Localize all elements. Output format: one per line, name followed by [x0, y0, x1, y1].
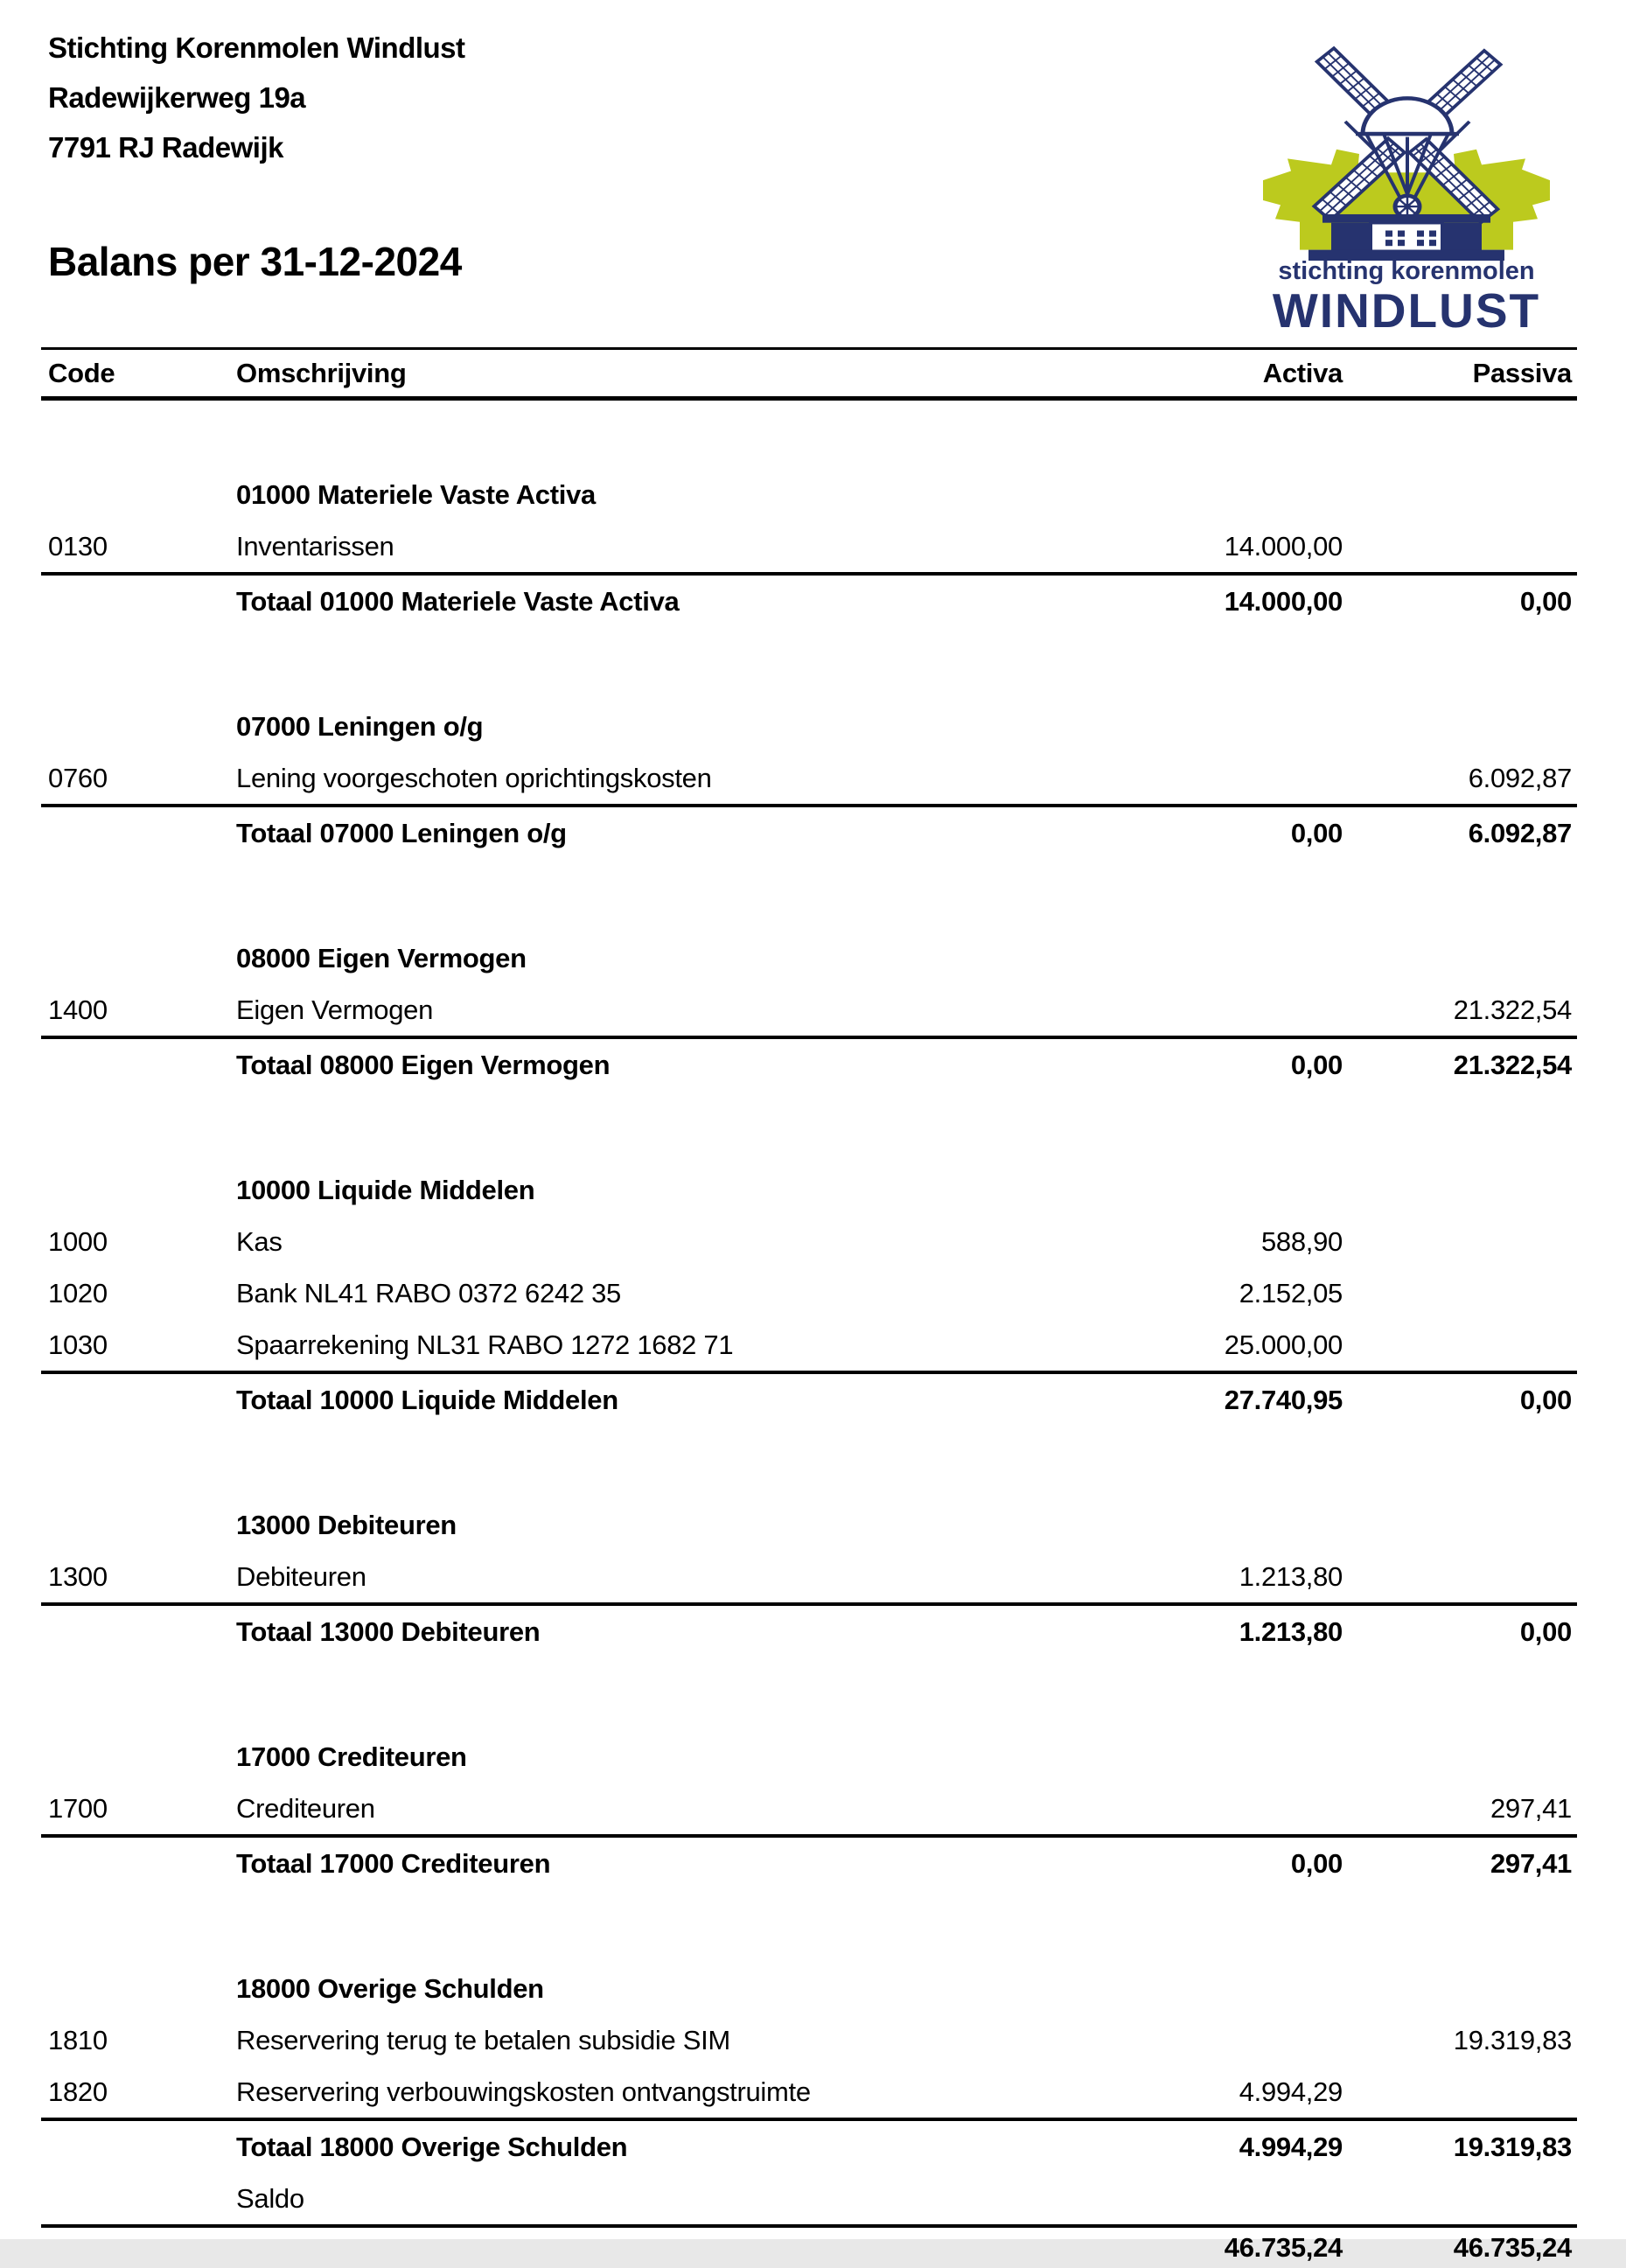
- table-row: [41, 2066, 1577, 2118]
- cell-passiva: 21.322,54: [1453, 994, 1572, 1025]
- table-row: [41, 2014, 1577, 2066]
- section-title: 17000 Crediteuren: [236, 1741, 467, 1772]
- grand-total-row: [41, 2224, 1577, 2268]
- section-title: 01000 Materiele Vaste Activa: [236, 478, 596, 510]
- section-title: 13000 Debiteuren: [236, 1509, 457, 1540]
- cell-activa: 2.152,05: [1239, 1277, 1343, 1308]
- cell-activa: 14.000,00: [1224, 530, 1343, 562]
- total-label: Totaal 18000 Overige Schulden: [236, 2131, 628, 2162]
- section-title: 18000 Overige Schulden: [236, 1972, 544, 2004]
- total-activa: 14.000,00: [1224, 585, 1343, 617]
- total-passiva: 0,00: [1519, 1384, 1572, 1415]
- cell-code: 1000: [48, 1225, 108, 1257]
- total-activa: 0,00: [1290, 1847, 1343, 1879]
- grand-total-activa: 46.735,24: [1224, 2232, 1343, 2263]
- header-code: Code: [48, 357, 115, 388]
- table-row: [41, 984, 1577, 1036]
- cell-activa: 4.994,29: [1239, 2076, 1343, 2107]
- total-activa: 0,00: [1290, 817, 1343, 848]
- page-title: Balans per 31-12-2024: [48, 239, 462, 284]
- cell-passiva: 297,41: [1490, 1792, 1572, 1824]
- company-name: Stichting Korenmolen Windlust: [48, 31, 465, 64]
- cell-description: Kas: [236, 1225, 283, 1257]
- balance-table: [41, 347, 1577, 2268]
- section-leningen: [41, 701, 1577, 859]
- cell-passiva: 6.092,87: [1468, 762, 1572, 793]
- table-row: [41, 1216, 1577, 1267]
- section-overige-schulden: [41, 1963, 1577, 2224]
- company-address-block: [48, 23, 465, 172]
- table-row: [41, 1267, 1577, 1319]
- section-total-row: [41, 1834, 1577, 1889]
- cell-code: 1810: [48, 2024, 108, 2055]
- total-label: Totaal 07000 Leningen o/g: [236, 817, 567, 848]
- total-label: Totaal 01000 Materiele Vaste Activa: [236, 585, 680, 617]
- windlust-logo: [1258, 21, 1555, 338]
- cell-description: Eigen Vermogen: [236, 994, 434, 1025]
- total-label: Totaal 17000 Crediteuren: [236, 1847, 551, 1879]
- total-passiva: 0,00: [1519, 585, 1572, 617]
- total-passiva: 6.092,87: [1468, 817, 1572, 848]
- cell-passiva: 19.319,83: [1453, 2024, 1572, 2055]
- logo-name: WINDLUST: [1272, 283, 1541, 338]
- cell-code: 1300: [48, 1560, 108, 1592]
- table-row: [41, 520, 1577, 572]
- total-label: Totaal 13000 Debiteuren: [236, 1616, 541, 1647]
- total-passiva: 19.319,83: [1453, 2131, 1572, 2162]
- total-passiva: 21.322,54: [1453, 1049, 1572, 1080]
- section-header-row: [41, 469, 1577, 520]
- section-total-row: [41, 1602, 1577, 1657]
- section-liquide-middelen: [41, 1164, 1577, 1426]
- cell-description: Reservering verbouwingskosten ontvangstruimte: [236, 2076, 811, 2107]
- cell-code: 1820: [48, 2076, 108, 2107]
- logo-subtitle: stichting korenmolen: [1278, 257, 1535, 285]
- grand-total-passiva: 46.735,24: [1453, 2232, 1572, 2263]
- cell-description: Debiteuren: [236, 1560, 366, 1592]
- company-street: Radewijkerweg 19a: [48, 81, 306, 114]
- cell-description: Lening voorgeschoten oprichtingskosten: [236, 762, 712, 793]
- cell-activa: 588,90: [1260, 1225, 1343, 1257]
- section-total-row: [41, 572, 1577, 627]
- cell-code: 1700: [48, 1792, 108, 1824]
- cell-code: 1020: [48, 1277, 108, 1308]
- cell-activa: 1.213,80: [1239, 1560, 1343, 1592]
- section-materiele-vaste-activa: [41, 469, 1577, 627]
- header-activa: Activa: [1262, 357, 1343, 388]
- section-total-row: [41, 1036, 1577, 1091]
- saldo-row: [41, 2173, 1577, 2224]
- section-header-row: [41, 1499, 1577, 1551]
- total-activa: 0,00: [1290, 1049, 1343, 1080]
- table-row: [41, 1551, 1577, 1602]
- table-header-row: [41, 347, 1577, 401]
- section-header-row: [41, 1963, 1577, 2014]
- total-label: Totaal 08000 Eigen Vermogen: [236, 1049, 611, 1080]
- total-activa: 27.740,95: [1224, 1384, 1343, 1415]
- cell-description: Crediteuren: [236, 1792, 375, 1824]
- section-total-row: [41, 1371, 1577, 1426]
- cell-description: Bank NL41 RABO 0372 6242 35: [236, 1277, 621, 1308]
- cell-code: 0130: [48, 530, 108, 562]
- header-passiva: Passiva: [1472, 357, 1572, 388]
- section-header-row: [41, 1164, 1577, 1216]
- cell-activa: 25.000,00: [1224, 1329, 1343, 1360]
- total-activa: 1.213,80: [1239, 1616, 1343, 1647]
- section-crediteuren: [41, 1731, 1577, 1889]
- section-title: 07000 Leningen o/g: [236, 710, 484, 742]
- total-activa: 4.994,29: [1239, 2131, 1343, 2162]
- header-description: Omschrijving: [236, 357, 407, 388]
- section-debiteuren: [41, 1499, 1577, 1657]
- cell-code: 0760: [48, 762, 108, 793]
- windmill-icon: [1258, 21, 1555, 261]
- section-header-row: [41, 1731, 1577, 1783]
- cell-description: Spaarrekening NL31 RABO 1272 1682 71: [236, 1329, 734, 1360]
- table-row: [41, 752, 1577, 804]
- section-total-row: [41, 2118, 1577, 2173]
- company-city: 7791 RJ Radewijk: [48, 131, 283, 164]
- section-header-row: [41, 701, 1577, 752]
- cell-code: 1030: [48, 1329, 108, 1360]
- cell-description: Reservering terug te betalen subsidie SIM: [236, 2024, 730, 2055]
- saldo-label: Saldo: [236, 2182, 304, 2214]
- section-total-row: [41, 804, 1577, 859]
- section-title: 08000 Eigen Vermogen: [236, 942, 527, 973]
- table-row: [41, 1783, 1577, 1834]
- cell-code: 1400: [48, 994, 108, 1025]
- cell-description: Inventarissen: [236, 530, 394, 562]
- total-passiva: 0,00: [1519, 1616, 1572, 1647]
- total-passiva: 297,41: [1490, 1847, 1572, 1879]
- section-eigen-vermogen: [41, 932, 1577, 1091]
- section-title: 10000 Liquide Middelen: [236, 1174, 535, 1205]
- section-header-row: [41, 932, 1577, 984]
- total-label: Totaal 10000 Liquide Middelen: [236, 1384, 618, 1415]
- table-row: [41, 1319, 1577, 1371]
